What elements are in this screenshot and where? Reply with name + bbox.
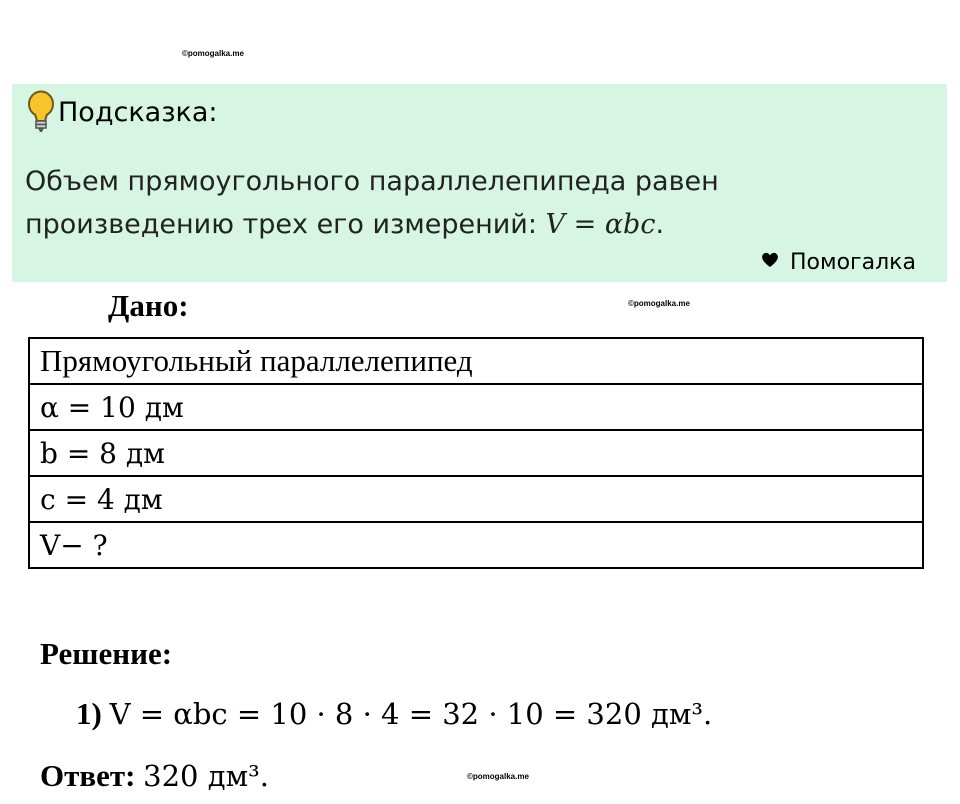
given-table	[28, 337, 924, 569]
given-row	[30, 431, 922, 477]
watermark-top: ©pomogalka.me	[182, 49, 244, 58]
given-row	[30, 523, 922, 569]
hint-line-2-text: произведению трех его измерений:	[25, 209, 546, 240]
answer-label: Ответ:	[40, 758, 136, 793]
hint-text	[25, 160, 925, 246]
step-formula: V = αbс = 10 · 8 · 4 = 32 · 10 = 320 дм³.	[109, 697, 713, 731]
given-row	[30, 385, 922, 431]
solution-label: Решение:	[40, 636, 173, 671]
lightbulb-icon	[26, 90, 56, 134]
given-row-formula: b = 8 дм	[40, 437, 165, 470]
answer-value: 320 дм³.	[143, 759, 269, 793]
given-row	[30, 477, 922, 523]
hint-title: Подсказка:	[58, 97, 218, 128]
given-row-formula: с = 4 дм	[40, 483, 163, 516]
heart-icon	[760, 250, 780, 270]
hint-line-1: Объем прямоугольного параллелепипеда равен	[25, 166, 719, 197]
hint-formula: V = αbc	[545, 209, 656, 240]
answer	[40, 756, 269, 796]
watermark-middle: ©pomogalka.me	[628, 299, 690, 308]
given-label: Дано:	[108, 288, 189, 323]
given-row-formula: V− ?	[40, 529, 108, 562]
watermark-bottom: ©pomogalka.me	[467, 772, 529, 781]
hint-line-2-end: .	[655, 209, 665, 240]
given-row-formula: α = 10 дм	[40, 391, 184, 424]
hint-line-2	[25, 203, 925, 246]
brand-name: Помогалка	[790, 250, 916, 275]
step-number: 1)	[76, 696, 102, 731]
solution-step	[76, 694, 712, 734]
given-row: Прямоугольный параллелепипед	[30, 339, 922, 385]
